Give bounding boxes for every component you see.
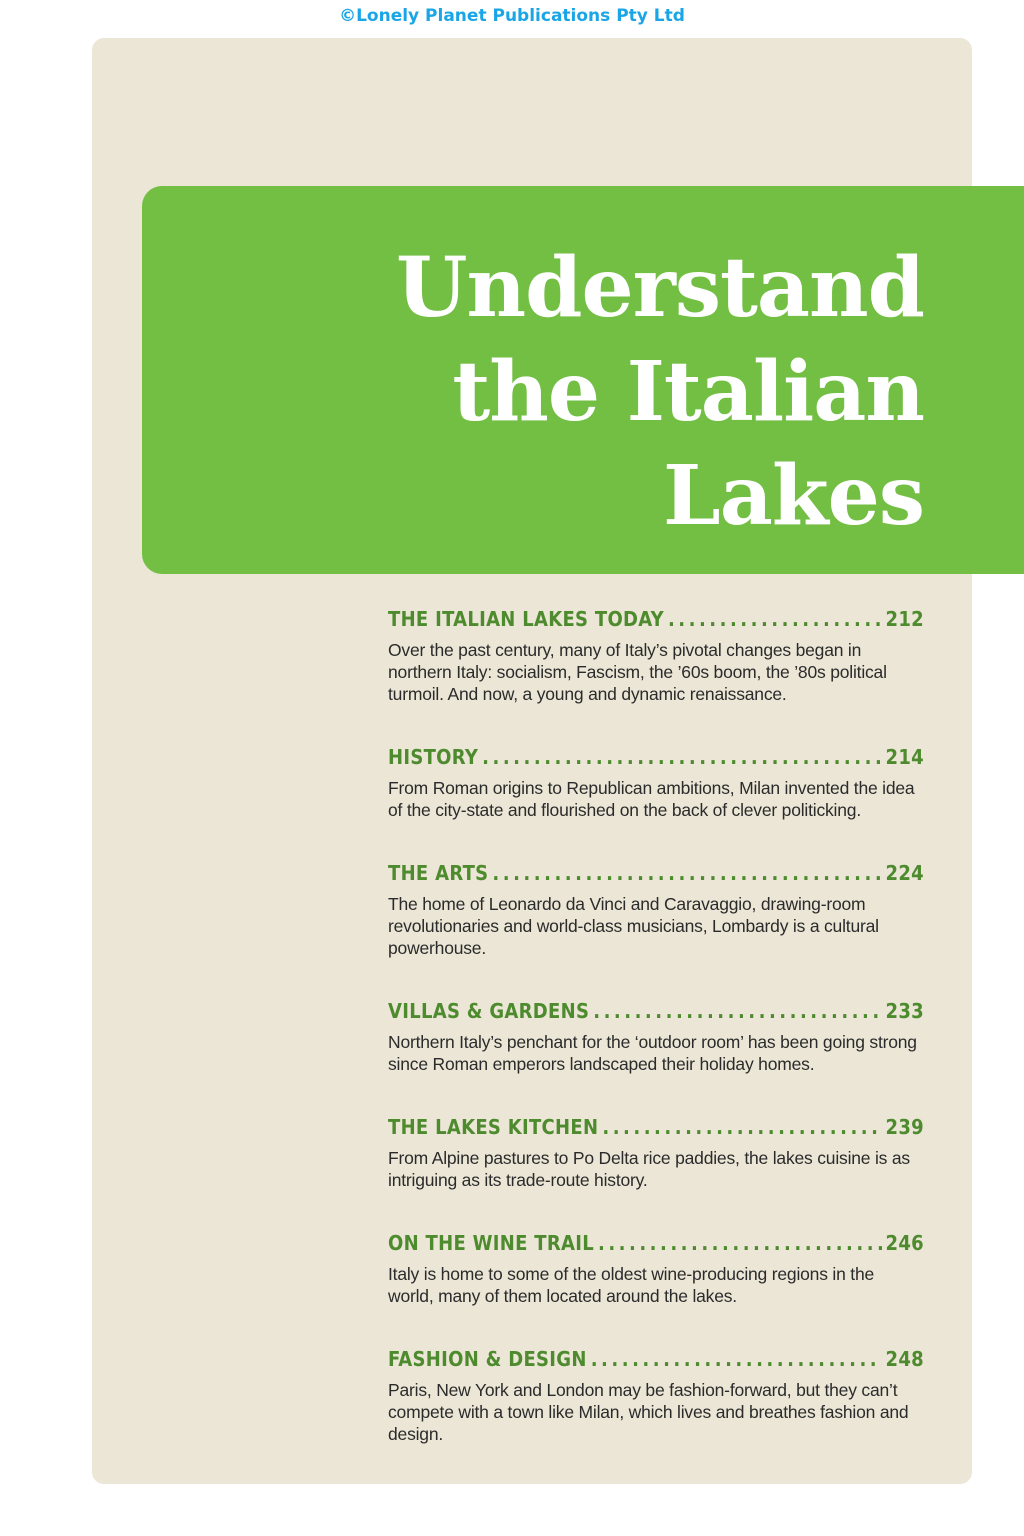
toc-leader-dots [591, 1344, 882, 1374]
toc-entry [388, 858, 924, 959]
toc-entry [388, 1344, 924, 1445]
chapter-title-line-3: Lakes [663, 448, 924, 544]
toc-leader-dots [482, 742, 881, 772]
chapter-banner [142, 186, 1024, 574]
toc-leader-dots [598, 1228, 882, 1258]
toc-heading[interactable] [388, 858, 924, 888]
toc-page-number[interactable]: 248 [885, 1347, 924, 1371]
toc-description: Northern Italy’s penchant for the ‘outdoor room’ has been going strong since Roman emperors landscaped their holiday homes. [388, 1032, 917, 1074]
toc-page-number[interactable]: 212 [885, 607, 924, 631]
toc-description: Italy is home to some of the oldest wine-producing regions in the world, many of them located around the lakes. [388, 1264, 875, 1306]
chapter-title-line-1: Understand [396, 240, 924, 336]
toc-page-number[interactable]: 233 [885, 999, 924, 1023]
toc-heading[interactable] [388, 1344, 924, 1374]
toc-heading[interactable] [388, 1112, 924, 1142]
toc-title[interactable]: HISTORY [388, 745, 479, 769]
toc-page-number[interactable]: 246 [885, 1231, 924, 1255]
toc-title[interactable]: THE ARTS [388, 861, 489, 885]
toc-leader-dots [492, 858, 881, 888]
toc-entry [388, 1112, 924, 1191]
toc-description: Over the past century, many of Italy’s pivotal changes began in northern Italy: socialism, Fascism, the ’60s boom, the ’80s political turmoil. And now, a young and dynamic renaissance. [388, 640, 887, 704]
toc-entry [388, 996, 924, 1075]
toc-heading[interactable] [388, 604, 924, 634]
toc-title[interactable]: ON THE WINE TRAIL [388, 1231, 594, 1255]
toc-leader-dots [668, 604, 882, 634]
table-of-contents [388, 604, 924, 1482]
toc-heading[interactable] [388, 996, 924, 1026]
toc-page-number[interactable]: 214 [885, 745, 924, 769]
toc-entry [388, 1228, 924, 1307]
toc-heading[interactable] [388, 1228, 924, 1258]
toc-leader-dots [602, 1112, 881, 1142]
toc-entry [388, 604, 924, 705]
toc-title[interactable]: FASHION & DESIGN [388, 1347, 587, 1371]
chapter-title-line-2: the Italian [452, 344, 924, 440]
toc-description: From Alpine pastures to Po Delta rice paddies, the lakes cuisine is as intriguing as its trade-route history. [388, 1148, 910, 1190]
toc-description: The home of Leonardo da Vinci and Caravaggio, drawing-room revolutionaries and world-class musicians, Lombardy is a cultural powerhouse. [388, 894, 879, 958]
chapter-title [396, 236, 924, 548]
toc-title[interactable]: THE LAKES KITCHEN [388, 1115, 599, 1139]
toc-description: From Roman origins to Republican ambitions, Milan invented the idea of the city-state and flourished on the back of clever politicking. [388, 778, 915, 820]
toc-title[interactable]: VILLAS & GARDENS [388, 999, 590, 1023]
toc-description: Paris, New York and London may be fashion-forward, but they can’t compete with a town like Milan, which lives and breathes fashion and design. [388, 1380, 909, 1444]
toc-page-number[interactable]: 239 [885, 1115, 924, 1139]
toc-heading[interactable] [388, 742, 924, 772]
toc-leader-dots [593, 996, 881, 1026]
copyright-notice: ©Lonely Planet Publications Pty Ltd [339, 6, 685, 26]
toc-page-number[interactable]: 224 [885, 861, 924, 885]
toc-title[interactable]: THE ITALIAN LAKES TODAY [388, 607, 664, 631]
toc-entry [388, 742, 924, 821]
